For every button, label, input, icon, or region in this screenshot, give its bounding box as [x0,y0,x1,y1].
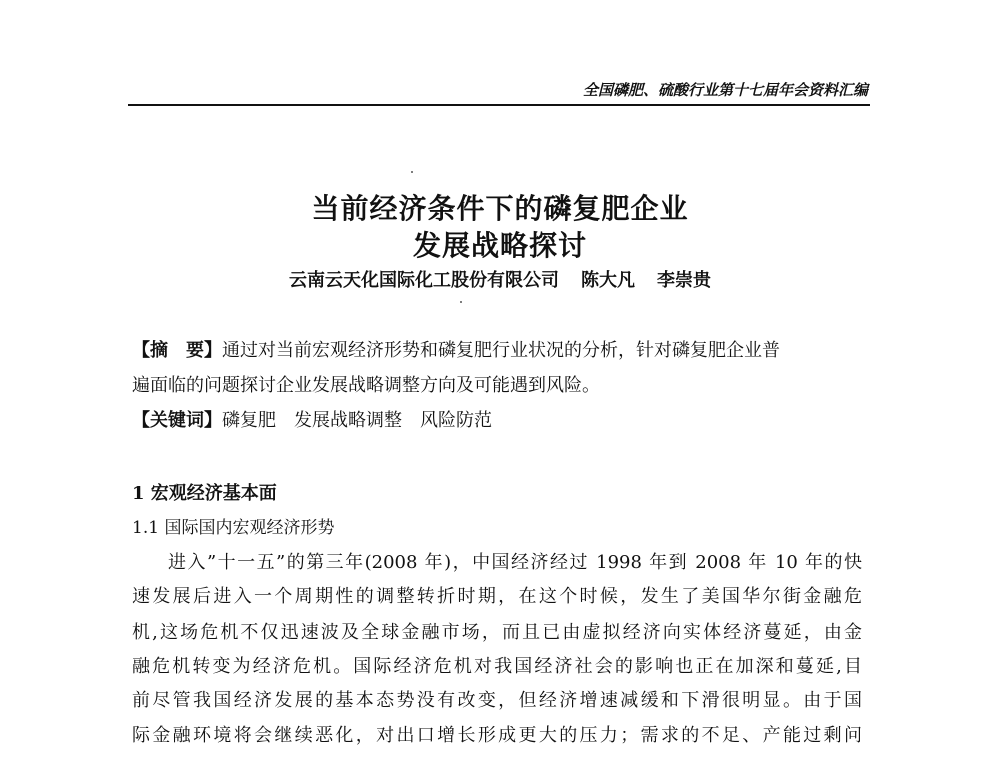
abstract-text-1: 通过对当前宏观经济形势和磷复肥行业状况的分析，针对磷复肥企业普 [222,340,780,361]
section-heading: 1 宏观经济基本面 [132,483,277,504]
paragraph-line: 速发展后进入一个周期性的调整转折时期，在这个时候，发生了美国华尔街金融危 [132,586,862,607]
paragraph-line: 前尽管我国经济发展的基本态势没有改变，但经济增速减缓和下滑很明显。由于国 [132,690,862,711]
author-1: 陈大凡 [581,270,635,291]
keywords-line [132,409,492,433]
paragraph-line: 进入”十一五”的第三年(2008 年)，中国经济经过 1998 年到 2008 年 10 年的快 [168,552,862,573]
title-line-2: 发展战略探讨 [412,229,587,262]
header-rule [128,104,870,106]
author-2: 李崇贵 [657,270,711,291]
scan-speck [460,301,462,303]
scan-speck [411,171,413,173]
abstract-label: 【摘 要】 [132,340,222,361]
abstract-line-1 [132,339,780,363]
keywords-text: 磷复肥 发展战略调整 风险防范 [222,410,492,431]
paragraph-line: 际金融环境将会继续恶化，对出口增长形成更大的压力；需求的不足、产能过剩问 [132,725,862,746]
title-line-1: 当前经济条件下的磷复肥企业 [311,192,689,225]
abstract-line-2: 遍面临的问题探讨企业发展战略调整方向及可能遇到风险。 [132,375,600,396]
keywords-label: 【关键词】 [132,410,222,431]
running-header: 全国磷肥、硫酸行业第十七届年会资料汇编 [582,81,868,99]
subsection-heading: 1.1 国际国内宏观经济形势 [132,518,335,538]
paragraph-line: 融危机转变为经济危机。国际经济危机对我国经济社会的影响也正在加深和蔓延,目 [132,656,862,677]
affiliation: 云南云天化国际化工股份有限公司 [289,270,559,291]
byline [0,266,1000,292]
paragraph-line: 机,这场危机不仅迅速波及全球金融市场，而且已由虚拟经济向实体经济蔓延，由金 [132,622,862,643]
